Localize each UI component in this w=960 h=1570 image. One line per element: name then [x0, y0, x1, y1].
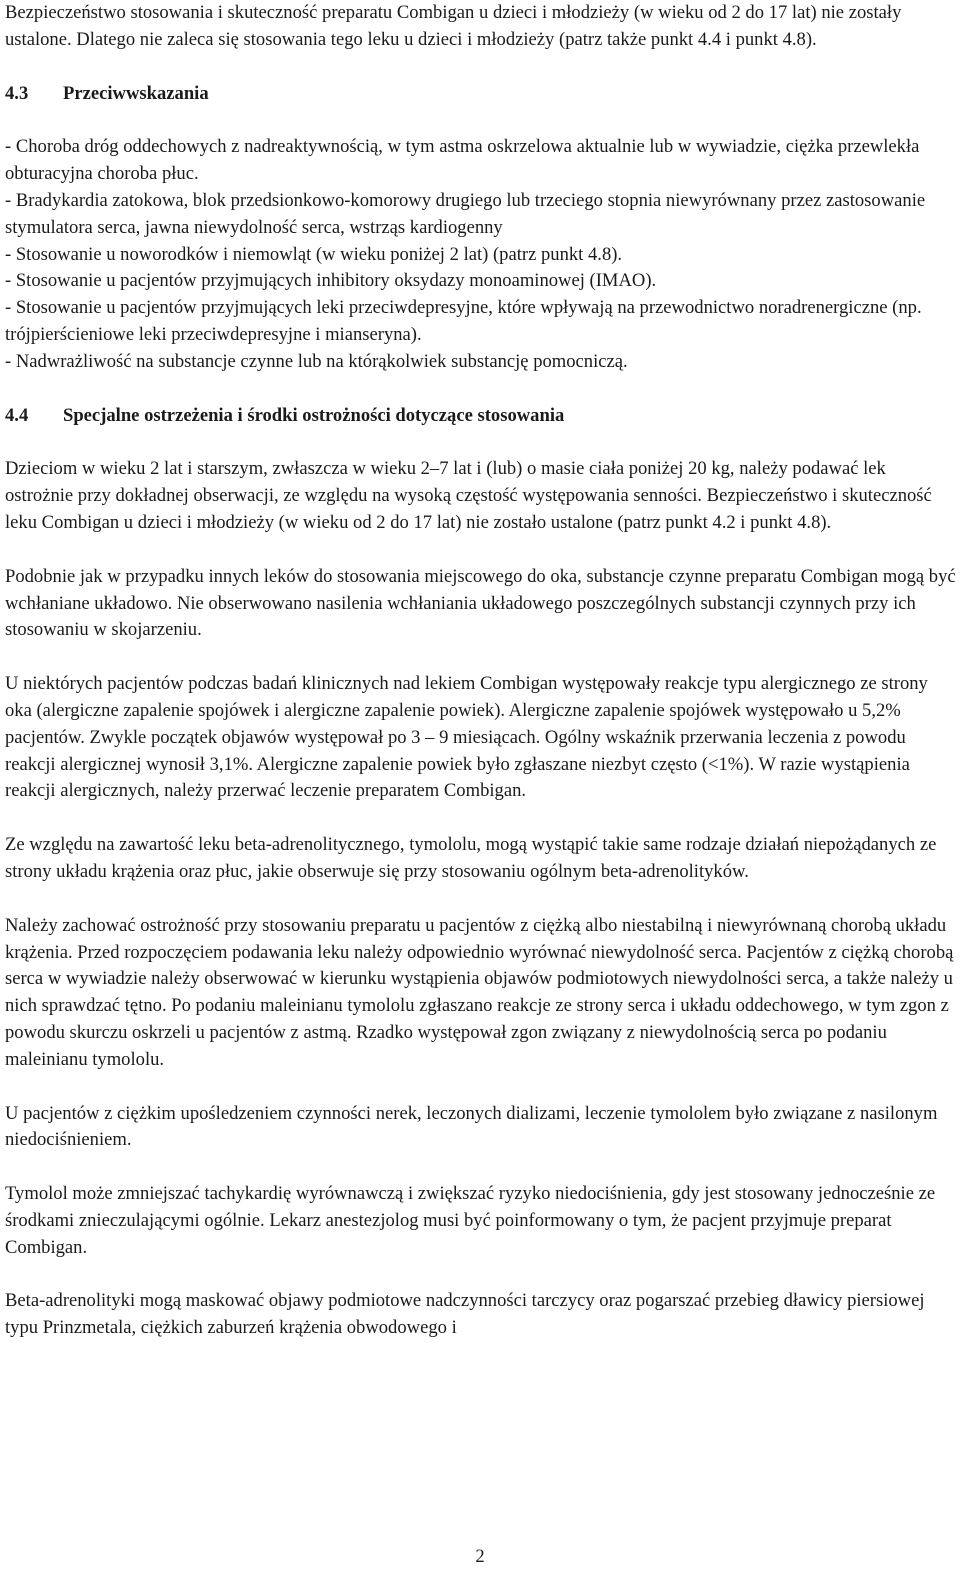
spacer	[5, 1074, 957, 1101]
contraindication-item: - Stosowanie u noworodków i niemowląt (w wieku poniżej 2 lat) (patrz punkt 4.8).	[5, 243, 623, 265]
spacer	[5, 376, 957, 403]
section-4-3-title: Przeciwwskazania	[63, 82, 209, 104]
warning-paragraph: Należy zachować ostrożność przy stosowaniu preparatu u pacjentów z ciężką albo niestabilną i niewyrównaną chorobą układu krążenia. Przed rozpoczęciem podawania leku należy odpowiednio wyrównać niewydolność serca. Pacjentów z ciężką chorobą serca w wywiadzie należy obserwować w kierunku wystąpienia objawów podmiotowych niewydolności serca, a także należy u nich sprawdzać tętno. Po podaniu maleinianu tymololu zgłaszano reakcje ze strony serca i układu oddechowego, w tym zgon z powodu skurczu oskrzeli u pacjentów z astmą. Rzadko występował zgon związany z niewydolnością serca po podaniu maleinianu tymololu.	[5, 914, 954, 1070]
spacer	[5, 1154, 957, 1181]
section-4-3-heading	[5, 81, 957, 108]
spacer	[5, 886, 957, 913]
warning-paragraph: Ze względu na zawartość leku beta-adrenolitycznego, tymololu, mogą wystąpić takie same rodzaje działań niepożądanych ze strony układu krążenia oraz płuc, jakie obserwuje się przy stosowaniu ogólnym beta-adrenolityków.	[5, 834, 937, 882]
spacer	[5, 644, 957, 671]
contraindication-item: - Nadwrażliwość na substancje czynne lub na którąkolwiek substancję pomocniczą.	[5, 350, 628, 372]
spacer	[5, 1261, 957, 1288]
spacer	[5, 107, 957, 134]
section-4-4-title: Specjalne ostrzeżenia i środki ostrożności dotyczące stosowania	[63, 404, 565, 426]
spacer	[5, 429, 957, 456]
section-4-4-heading	[5, 403, 957, 430]
document-page	[5, 0, 957, 1342]
section-4-3-number: 4.3	[5, 82, 29, 104]
contraindication-item: - Stosowanie u pacjentów przyjmujących inhibitory oksydazy monoaminowej (IMAO).	[5, 270, 657, 292]
page-number: 2	[475, 1546, 485, 1567]
warning-paragraph: Beta-adrenolityki mogą maskować objawy podmiotowe nadczynności tarczycy oraz pogarszać przebieg dławicy piersiowej typu Prinzmetala, ciężkich zaburzeń krążenia obwodowego i	[5, 1290, 925, 1339]
contraindication-item: - Stosowanie u pacjentów przyjmujących leki przeciwdepresyjne, które wpływają na przewodnictwo noradrenergiczne (np. trójpierścieniowe leki przeciwdepresyjne i mianseryna).	[5, 297, 922, 345]
warning-paragraph: Dzieciom w wieku 2 lat i starszym, zwłaszcza w wieku 2–7 lat i (lub) o masie ciała poniżej 20 kg, należy podawać lek ostrożnie przy dokładnej obserwacji, ze względu na wysoką częstość występowania senności. Bezpieczeństwo i skuteczność leku Combigan u dzieci i młodzieży (w wieku od 2 do 17 lat) nie zostało ustalone (patrz punkt 4.2 i punkt 4.8).	[5, 458, 932, 533]
section-4-4-number: 4.4	[5, 404, 29, 426]
spacer	[5, 805, 957, 832]
contraindication-item: - Bradykardia zatokowa, blok przedsionkowo-komorowy drugiego lub trzeciego stopnia niewyrównany przez zastosowanie stymulatora serca, jawna niewydolność serca, wstrząs kardiogenny	[5, 189, 926, 238]
warning-paragraph: Podobnie jak w przypadku innych leków do stosowania miejscowego do oka, substancje czynne preparatu Combigan mogą być wchłaniane układowo. Nie obserwowano nasilenia wchłaniania układowego poszczególnych substancji czynnych przy ich stosowaniu w skojarzeniu.	[5, 565, 956, 641]
warning-paragraph: Tymolol może zmniejszać tachykardię wyrównawczą i zwiększać ryzyko niedociśnienia, gdy jest stosowany jednocześnie ze środkami znieczulającymi ogólnie. Lekarz anestezjolog musi być poinformowany o tym, że pacjent przyjmuje preparat Combigan.	[5, 1183, 936, 1258]
warning-paragraph: U pacjentów z ciężkim upośledzeniem czynności nerek, leczonych dializami, leczenie tymololem było związane z nasilonym niedociśnieniem.	[5, 1102, 938, 1151]
spacer	[5, 537, 957, 564]
contraindication-item: - Choroba dróg oddechowych z nadreaktywnością, w tym astma oskrzelowa aktualnie lub w wywiadzie, ciężka przewlekła obturacyjna choroba płuc.	[5, 136, 920, 185]
warning-paragraph: U niektórych pacjentów podczas badań klinicznych nad lekiem Combigan występowały reakcje typu alergicznego ze strony oka (alergiczne zapalenie spojówek i alergiczne zapalenie powiek). Alergiczne zapalenie spojówek występowało u 5,2% pacjentów. Zwykle początek objawów występował po 3 – 9 miesiącach. Ogólny wskaźnik przerwania leczenia z powodu reakcji alergicznej wynosił 3,1%. Alergiczne zapalenie powiek było zgłaszane niezbyt często (<1%). W razie wystąpienia reakcji alergicznych, należy przerwać leczenie preparatem Combigan.	[5, 673, 928, 802]
spacer	[5, 54, 957, 81]
intro-paragraph: Bezpieczeństwo stosowania i skuteczność preparatu Combigan u dzieci i młodzieży (w wieku od 2 do 17 lat) nie zostały ustalone. Dlatego nie zaleca się stosowania tego leku u dzieci i młodzieży (patrz także punkt 4.4 i punkt 4.8).	[5, 2, 902, 50]
